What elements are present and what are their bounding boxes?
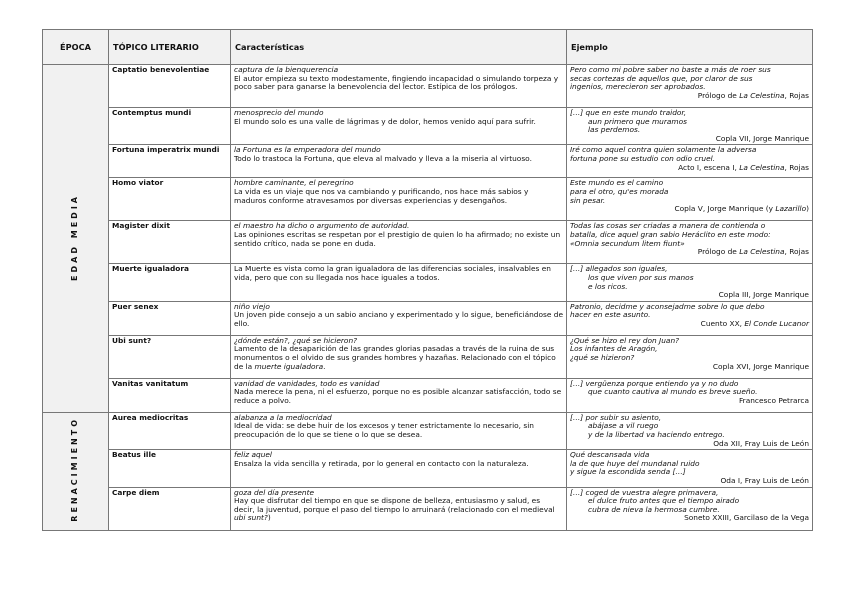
description-part: Las opiniones escritas se respetan por el prestigio de quien lo ha afirmado; no existe un sentido crítico, nada se pone en duda. [234, 229, 561, 248]
topic-translation: vanidad de vanidades, todo es vanidad [234, 378, 380, 388]
description-part: . [323, 361, 326, 371]
example-line: el dulce fruto antes que el tiempo airado [588, 496, 740, 506]
epoca-label: RENACIMIENTO [70, 417, 80, 523]
example-line: ingenios, merecieron ser aprobados. [570, 82, 706, 92]
source-part: ) [806, 204, 809, 214]
header-ejemplo: Ejemplo [567, 30, 813, 65]
topic-translation: goza del día presente [234, 487, 315, 497]
source-part: Prólogo de [697, 247, 740, 257]
example-line: abájase a vil ruego [588, 421, 659, 431]
description-part: Hay que disfrutar del tiempo en que se dispone de belleza, entusiasmo y salud, es decir, la juventud, porque el paso del tiempo lo arruinará (relacionado con el medieval [234, 496, 555, 514]
description-part: Ideal de vida: se debe huir de los excesos y tener estrictamente lo necesario, sin preocupación de lo que se tiene o lo que se desea. [234, 421, 534, 439]
topic-cell: Vanitas vanitatum [109, 378, 231, 412]
topic-cell: Aurea mediocritas [109, 412, 231, 449]
example-line: que cuanto cautiva al mundo es breve sueño. [588, 387, 758, 397]
example-line: aun primero que muramos [588, 116, 687, 126]
topic-cell: Fortuna imperatrix mundi [109, 145, 231, 178]
example-source [570, 397, 809, 406]
table-header-row [43, 30, 813, 65]
epoca-cell [43, 412, 109, 530]
topic-description [234, 345, 563, 371]
source-part: Copla V, Jorge Manrique (y [674, 204, 776, 214]
topic-description [234, 188, 563, 205]
source-part: , Rojas [784, 162, 809, 172]
example-line: hacer en este asunto. [570, 310, 651, 320]
example-line: […] que en este mundo traidor, [570, 108, 687, 117]
example-source [570, 320, 809, 329]
source-part: Francesco Petrarca [738, 395, 809, 405]
table-row [43, 221, 813, 264]
source-part: El Conde Lucanor [744, 318, 809, 328]
table-row [43, 301, 813, 335]
header-caracteristicas: Características [231, 30, 567, 65]
table-row [43, 378, 813, 412]
example-line: e los ricos. [588, 281, 628, 291]
epoca-label: EDAD MEDIA [70, 193, 80, 281]
example-source [570, 440, 809, 449]
source-part: La Celestina [739, 162, 785, 172]
topic-cell: Ubi sunt? [109, 335, 231, 378]
example-source [570, 135, 809, 144]
source-part: Copla III, Jorge Manrique [718, 290, 809, 300]
source-part: , Rojas [784, 247, 809, 257]
example-line: Los infantes de Aragón, [570, 344, 658, 354]
description-part: Un joven pide consejo a un sabio anciano y experimentado y lo sigue, beneficiándose de ello. [234, 310, 563, 328]
characteristics-cell [231, 335, 567, 378]
topic-description [234, 75, 563, 92]
table-body [43, 65, 813, 531]
characteristics-cell [231, 145, 567, 178]
example-line: […] por subir su asiento, [570, 412, 662, 422]
example-line: Este mundo es el camino [570, 178, 664, 188]
example-line: secas cortezas de aquellos que, por claror de sus [570, 73, 753, 83]
example-source [570, 477, 809, 486]
example-cell [567, 264, 813, 301]
characteristics-cell [231, 412, 567, 449]
example-line: Qué descansada vida [570, 450, 650, 460]
topic-translation: ¿dónde están?, ¿qué se hicieron? [234, 335, 358, 345]
topic-cell: Magister dixit [109, 221, 231, 264]
example-line: la de que huye del mundanal ruido [570, 458, 700, 468]
topic-description [234, 388, 563, 405]
source-part: La Celestina [739, 247, 785, 257]
example-line: Pero como mi pobre saber no baste a más de roer sus [570, 65, 771, 74]
source-part: Soneto XXIII, Garcilaso de la Vega [684, 513, 809, 523]
characteristics-cell [231, 108, 567, 145]
table-row [43, 108, 813, 145]
literary-topics-document [42, 29, 812, 531]
example-line: «Omnia secundum litem fiunt» [570, 238, 685, 248]
source-part: Oda XII, Fray Luis de León [713, 438, 809, 448]
topic-description [234, 460, 563, 469]
table-row [43, 178, 813, 221]
table-row [43, 487, 813, 530]
example-line: y sigue la escondida senda […] [570, 467, 686, 477]
description-part: ) [267, 513, 271, 523]
characteristics-cell [231, 378, 567, 412]
example-line: […] allegados son iguales, [570, 264, 668, 274]
topic-translation: menosprecio del mundo [234, 108, 324, 117]
topic-description [234, 422, 563, 439]
example-source [570, 248, 809, 257]
topic-translation: niño viejo [234, 301, 270, 311]
example-line: ¿Qué se hizo el rey don Juan? [570, 335, 680, 345]
example-cell [567, 450, 813, 487]
example-cell [567, 378, 813, 412]
example-cell [567, 335, 813, 378]
source-part: Acto I, escena I, [678, 162, 740, 172]
description-part: Ensalza la vida sencilla y retirada, por lo general en contacto con la naturaleza. [234, 458, 529, 468]
topic-cell: Homo viator [109, 178, 231, 221]
example-source [570, 291, 809, 300]
source-part: Lazarillo [775, 204, 807, 214]
topics-table [42, 29, 813, 531]
table-row [43, 145, 813, 178]
example-line: […] coged de vuestra alegre primavera, [570, 487, 719, 497]
table-row [43, 264, 813, 301]
topic-description [234, 497, 563, 523]
description-part: Todo lo trastoca la Fortuna, que eleva al malvado y lleva a la miseria al virtuoso. [234, 153, 532, 163]
example-cell [567, 65, 813, 108]
example-cell [567, 487, 813, 530]
example-source [570, 363, 809, 372]
table-row [43, 65, 813, 108]
description-part: muerte igualadora [254, 361, 324, 371]
topic-description [234, 265, 563, 282]
example-source [570, 164, 809, 173]
description-part: Lamento de la desaparición de las grandes glorias pasadas a través de la ruina de sus monumentos o el olvido de sus grandes hombres y hazañas. Relacionado con el tópico de la [234, 344, 556, 371]
example-cell [567, 108, 813, 145]
example-source [570, 205, 809, 214]
example-line: Todas las cosas ser criadas a manera de contienda o [570, 221, 766, 231]
topic-translation: hombre caminante, el peregrino [234, 178, 354, 188]
source-part: Prólogo de [697, 90, 740, 100]
characteristics-cell [231, 65, 567, 108]
source-part: La Celestina [739, 90, 785, 100]
characteristics-cell [231, 487, 567, 530]
topic-translation: feliz aquel [234, 450, 272, 460]
topic-cell: Contemptus mundi [109, 108, 231, 145]
example-cell [567, 178, 813, 221]
description-part: La vida es un viaje que nos va cambiando y purificando, nos hace más sabios y maduros conforme atravesamos por diversas experiencias y desengaños. [234, 186, 529, 205]
description-part: Nada merece la pena, ni el esfuerzo, porque no es posible alcanzar satisfacción, todo se reduce a polvo. [234, 387, 562, 405]
description-part: ubi sunt? [234, 513, 268, 523]
table-row [43, 412, 813, 449]
topic-description [234, 118, 563, 127]
topic-cell: Beatus ille [109, 450, 231, 487]
table-row [43, 450, 813, 487]
characteristics-cell [231, 221, 567, 264]
example-line: cubra de nieva la hermosa cumbre. [588, 504, 720, 514]
example-line: para el otro, qu'es morada [570, 186, 669, 196]
table-row [43, 335, 813, 378]
characteristics-cell [231, 450, 567, 487]
description-part: La Muerte es vista como la gran igualadora de las diferencias sociales, insalvables en vida, pero que con su llegada nos hace iguales a todos. [234, 264, 551, 282]
example-line: […] vergüenza porque entiendo ya y no dudo [570, 378, 739, 388]
characteristics-cell [231, 178, 567, 221]
description-part: El mundo solo es una valle de lágrimas y de dolor, hemos venido aquí para sufrir. [234, 116, 536, 126]
source-part: , Rojas [784, 90, 809, 100]
topic-description [234, 231, 563, 248]
example-cell [567, 221, 813, 264]
example-line: y de la libertad va haciendo entrego. [588, 429, 725, 439]
source-part: Oda I, Fray Luis de León [720, 475, 809, 485]
topic-translation: el maestro ha dicho o argumento de autoridad. [234, 221, 410, 231]
topic-cell: Carpe diem [109, 487, 231, 530]
example-line: las perdemos. [588, 125, 641, 135]
characteristics-cell [231, 264, 567, 301]
description-part: El autor empieza su texto modestamente, fingiendo incapacidad o simulando torpeza y poco saber para ganarse la benevolencia del lector. Estípica de los prólogos. [234, 73, 559, 92]
example-line: Iré como aquel contra quien solamente la adversa [570, 145, 757, 155]
example-line: fortuna pone su estudio con odio cruel. [570, 153, 716, 163]
topic-translation: la Fortuna es la emperadora del mundo [234, 145, 381, 155]
example-cell [567, 412, 813, 449]
example-cell [567, 301, 813, 335]
characteristics-cell [231, 301, 567, 335]
example-cell [567, 145, 813, 178]
example-line: sin pesar. [570, 195, 606, 205]
topic-translation: captura de la bienquerencia [234, 65, 339, 74]
example-line: los que viven por sus manos [588, 272, 694, 282]
source-part: Copla XVI, Jorge Manrique [712, 361, 809, 371]
topic-cell: Muerte igualadora [109, 264, 231, 301]
example-source [570, 92, 809, 101]
example-line: Patronio, decidme y aconsejadme sobre lo que debo [570, 301, 765, 311]
topic-cell: Puer senex [109, 301, 231, 335]
topic-cell: Captatio benevolentiae [109, 65, 231, 108]
header-topico: TÓPICO LITERARIO [109, 30, 231, 65]
topic-translation: alabanza a la mediocridad [234, 412, 332, 422]
example-line: ¿qué se hizieron? [570, 352, 635, 362]
topic-description [234, 311, 563, 328]
header-epoca: ÉPOCA [43, 30, 109, 65]
example-source [570, 514, 809, 523]
example-line: batalla, dice aquel gran sabio Heráclito en este modo: [570, 229, 771, 239]
topic-description [234, 155, 563, 164]
source-part: Copla VII, Jorge Manrique [715, 133, 809, 143]
epoca-cell [43, 65, 109, 413]
source-part: Cuento XX, [700, 318, 745, 328]
